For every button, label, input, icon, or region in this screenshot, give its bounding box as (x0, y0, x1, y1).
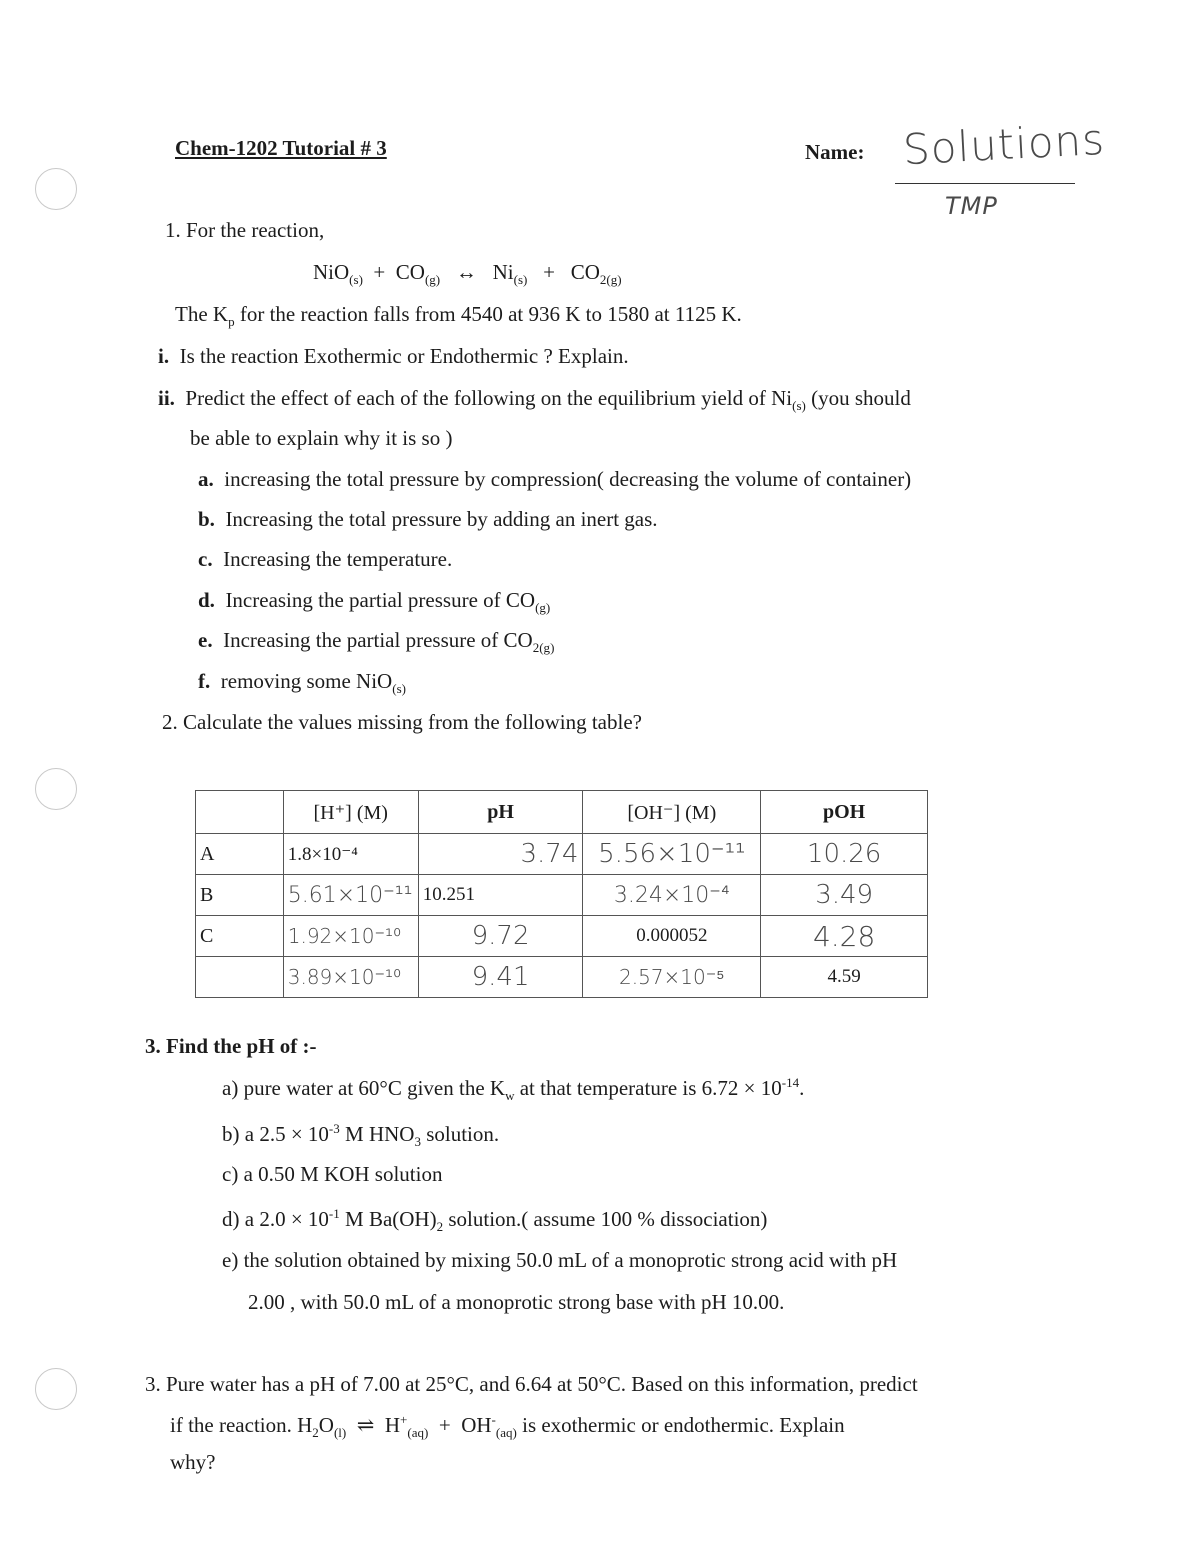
poh-cell: 4.59 (761, 957, 928, 998)
q1-part-i: i. Is the reaction Exothermic or Endothermic ? Explain. (158, 344, 629, 368)
q3-title: 3. Find the pH of :- (145, 1034, 317, 1058)
table-header-cell (196, 791, 284, 834)
poh-cell: 3.49 (761, 875, 928, 916)
q1-part-ii: ii. Predict the effect of each of the following on the equilibrium yield of $Ni_{(s)}$ (you should (158, 386, 911, 414)
row-label: A (196, 834, 284, 875)
punch-hole-middle (35, 768, 77, 810)
table-header-cell: [H⁺] (M) (283, 791, 418, 834)
h-cell: 3.89×10⁻¹⁰ (283, 957, 418, 998)
q1-kp-statement: The $K_p$ for the reaction falls from 4540 at 936 K to 1580 at 1125 K. (175, 302, 742, 330)
q1-part-ii-line2: be able to explain why it is so ) (190, 426, 453, 450)
q4-line1: 3. Pure water has a pH of 7.00 at 25°C, and 6.64 at 50°C. Based on this information, predict (145, 1372, 918, 1396)
row-label: C (196, 916, 284, 957)
table-header-cell: pH (418, 791, 583, 834)
oh-cell: 0.000052 (583, 916, 761, 957)
row-label: B (196, 875, 284, 916)
punch-hole-bottom (35, 1368, 77, 1410)
q3-part-e-line2: 2.00 , with 50.0 mL of a monoprotic strong base with pH 10.00. (248, 1290, 785, 1314)
q3-part-d: d) a $2.0 \times 10^{-1}$ M $Ba(OH)_2$ solution.( assume 100 % dissociation) (222, 1206, 768, 1235)
list-item: d. Increasing the partial pressure of $CO_{(g)}$ (198, 588, 551, 616)
q2-prompt: 2. Calculate the values missing from the following table? (162, 710, 642, 734)
ph-cell: 9.72 (418, 916, 583, 957)
punch-hole-top (35, 168, 77, 210)
q1-intro: 1. For the reaction, (165, 218, 325, 242)
q1-reaction: $NiO_{(s)} + CO_{(g)}$ ↔ $Ni_{(s)}$ + $CO_{2(g)}$ (313, 260, 622, 288)
q4-line2: if the reaction. $H_2O_{(l)}$ ⇌ $H^+_{(aq)} + OH^-_{(aq)}$ is exothermic or endothermic. Explain (170, 1412, 845, 1441)
list-item: a. increasing the total pressure by compression( decreasing the volume of container) (198, 467, 912, 491)
poh-cell: 10.26 (761, 834, 928, 875)
ph-cell: 10.251 (418, 875, 583, 916)
list-item: e. Increasing the partial pressure of $CO_{2(g)}$ (198, 628, 555, 656)
q3-part-c: c) a 0.50 M KOH solution (222, 1162, 443, 1186)
handwritten-initials: TMP (945, 192, 998, 220)
ph-table (195, 790, 928, 998)
poh-cell: 4.28 (761, 916, 928, 957)
page-title: Chem-1202 Tutorial # 3 (175, 136, 387, 160)
oh-cell: 5.56×10⁻¹¹ (583, 834, 761, 875)
table-row (196, 957, 928, 998)
oh-cell: 3.24×10⁻⁴ (583, 875, 761, 916)
oh-cell: 2.57×10⁻⁵ (583, 957, 761, 998)
h-cell: 1.92×10⁻¹⁰ (283, 916, 418, 957)
table-header-cell: [OH⁻] (M) (583, 791, 761, 834)
h-cell: 1.8×10⁻⁴ (283, 834, 418, 875)
table-row (196, 875, 928, 916)
list-item: b. Increasing the total pressure by adding an inert gas. (198, 507, 658, 531)
table-row (196, 916, 928, 957)
ph-cell: 3.74 (418, 834, 583, 875)
h-cell: 5.61×10⁻¹¹ (283, 875, 418, 916)
q4-line3: why? (170, 1450, 216, 1474)
list-item: c. Increasing the temperature. (198, 547, 453, 571)
q3-part-b: b) a $2.5 \times 10^{-3}$ M $HNO_3$ solution. (222, 1121, 500, 1150)
table-header-cell: pOH (761, 791, 928, 834)
table-header-row (196, 791, 928, 834)
ph-cell: 9.41 (418, 957, 583, 998)
q3-part-e-line1: e) the solution obtained by mixing 50.0 mL of a monoprotic strong acid with pH (222, 1248, 898, 1272)
row-label (196, 957, 284, 998)
table-row (196, 834, 928, 875)
name-underline (895, 183, 1075, 184)
q3-part-a: a) pure water at 60°C given the $K_w$ at that temperature is $6.72 \times 10^{-14}$. (222, 1075, 805, 1104)
name-label: Name: (805, 140, 865, 164)
handwritten-name: Solutions (901, 114, 1107, 175)
list-item: f. removing some NiO$_{(s)}$ (198, 669, 406, 697)
